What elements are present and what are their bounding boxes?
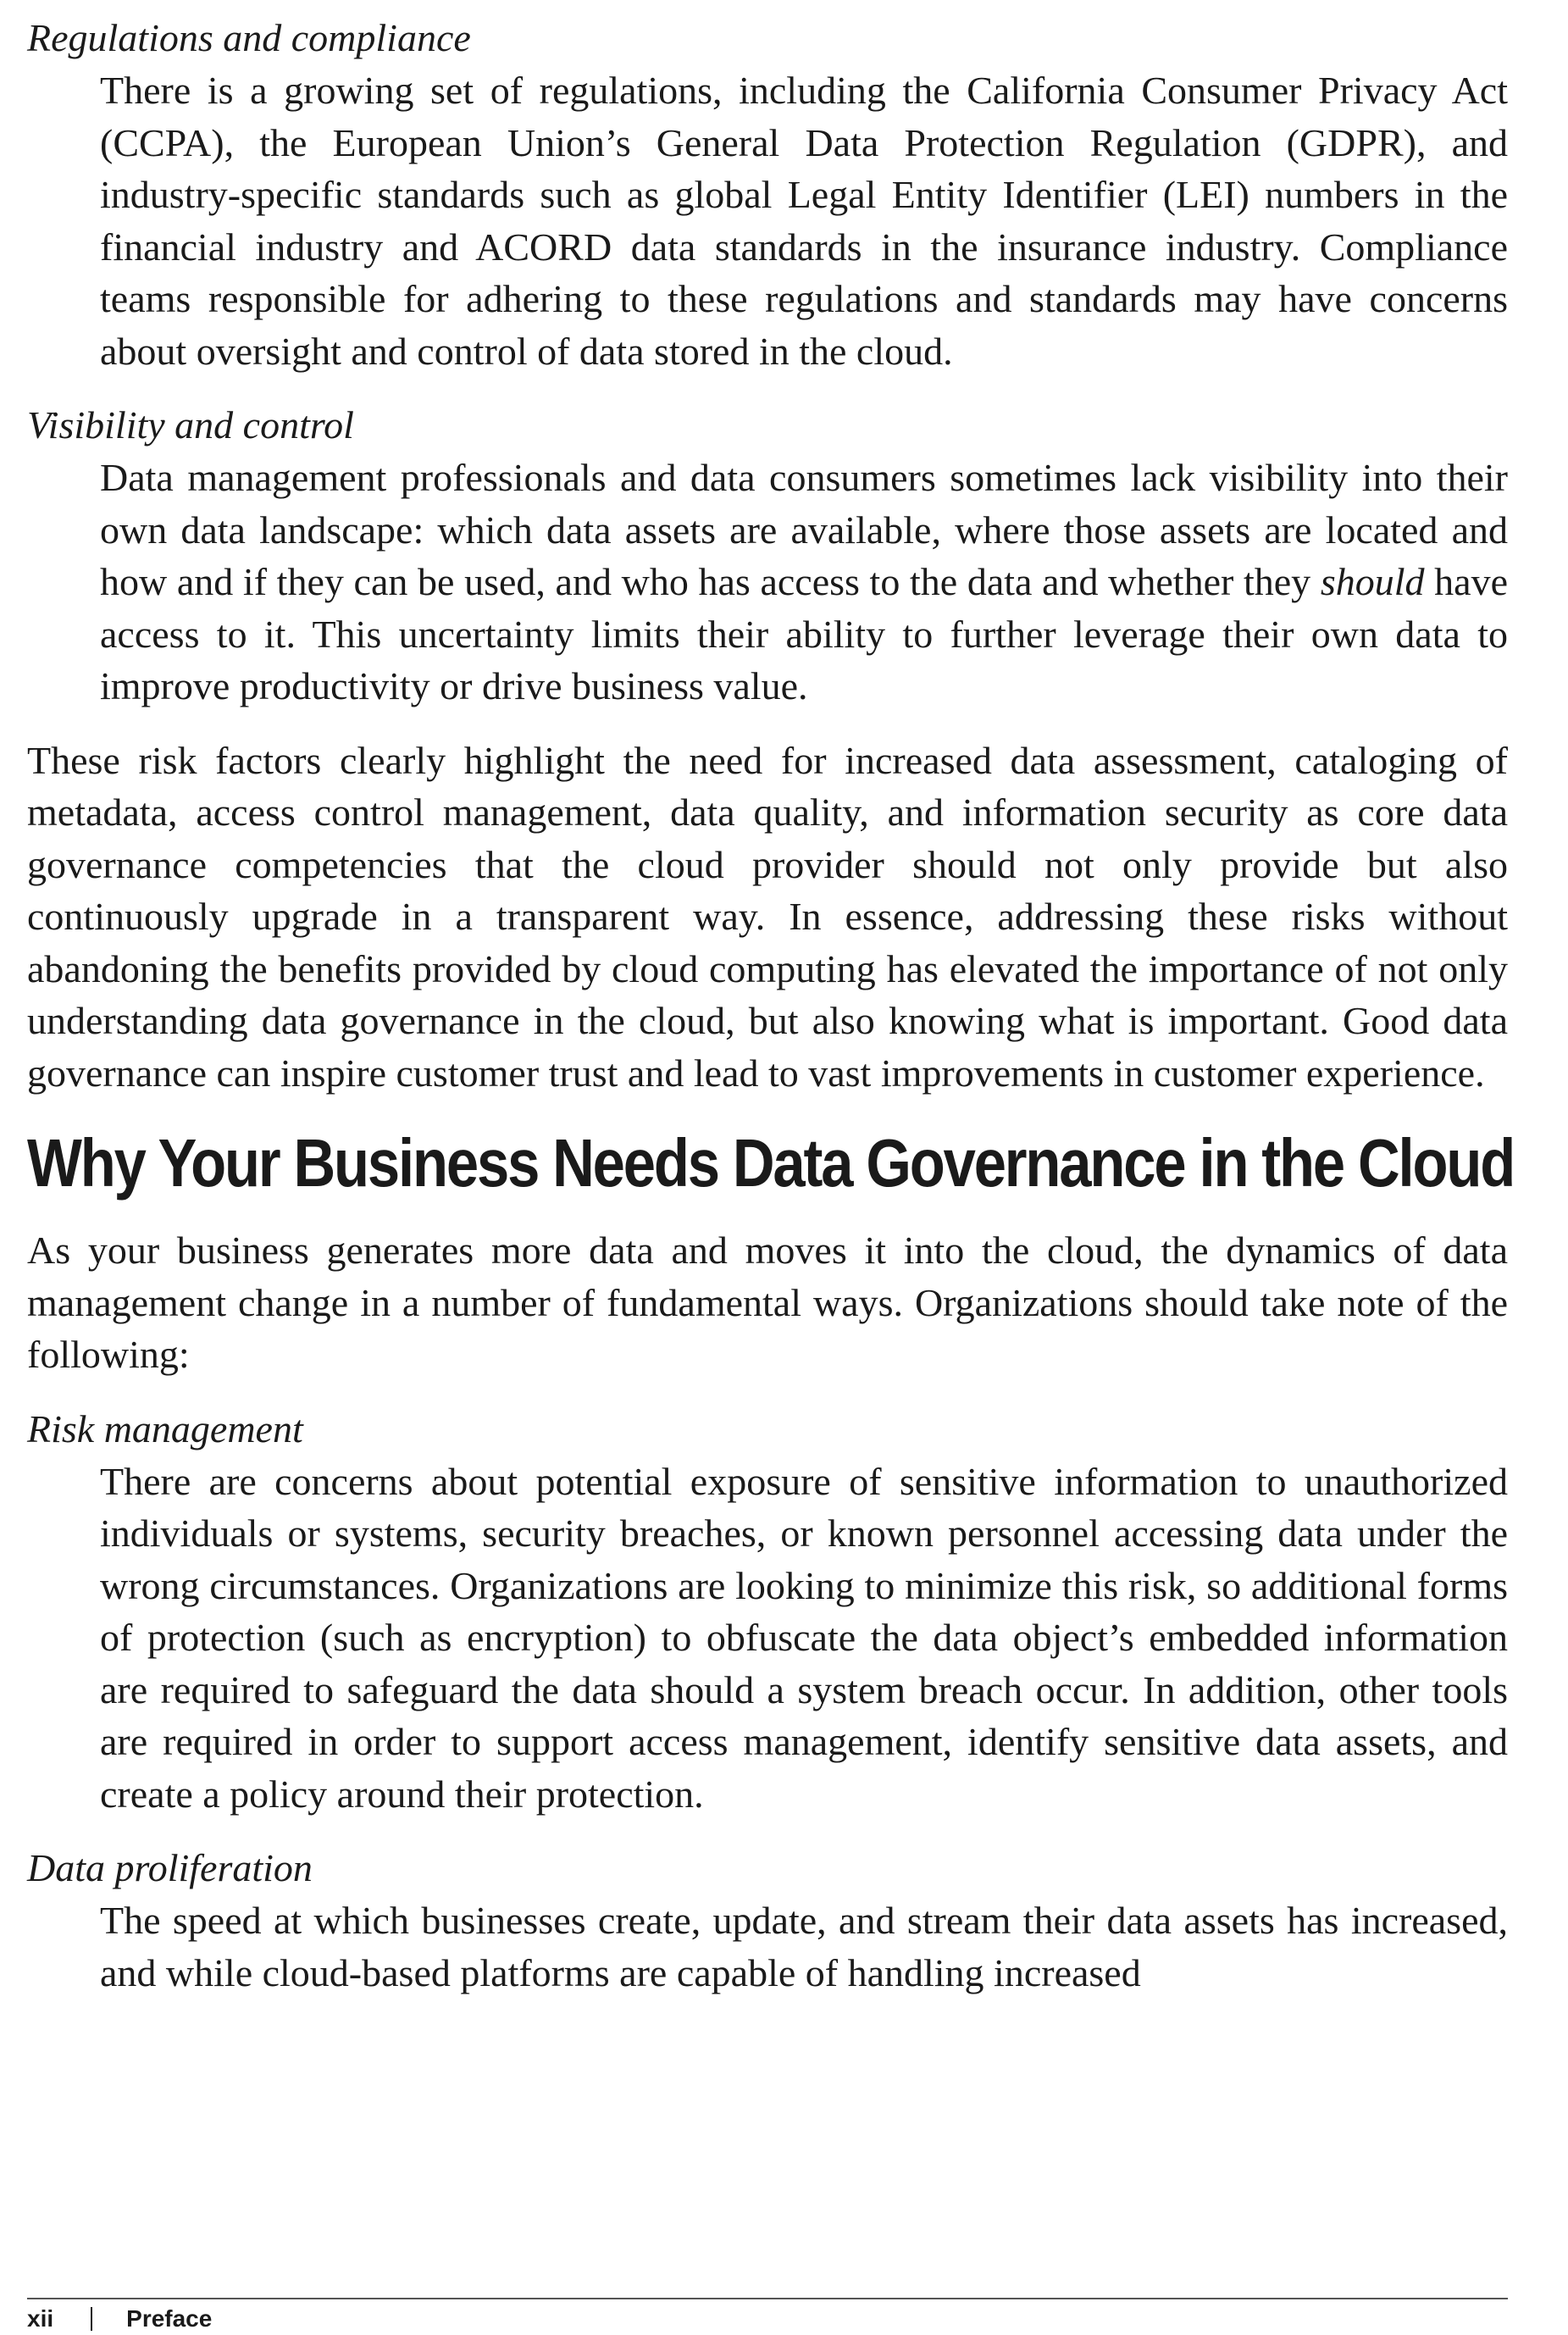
- definition-risk-management: There are concerns about potential exposure of sensitive information to unauthorized individuals or systems, security breaches, or known personnel accessing data under the wrong circumstances. Organizations are looking to minimize this risk, so additional forms of protection (such as encryption) to obfuscate the data object’s embedded information are required to safeguard the data should a system breach occur. In addition, other tools are required in order to support access management, identify sensitive data assets, and create a policy around their protection.: [100, 1459, 1508, 1816]
- page-number: xii: [27, 2305, 54, 2332]
- footer-section-name: Preface: [126, 2305, 213, 2332]
- risk-factors-paragraph: These risk factors clearly highlight the need for increased data assessment, cataloging of metadata, access control management, data quality, and information security as core data governance competencies that the cloud provider should not only provide but also continuously upgrade in a transparent way. In essence, addressing these risks without abandoning the benefits provided by cloud computing has elevated the importance of not only understanding data governance in the cloud, but also knowing what is important. Good data governance can inspire customer trust and lead to vast improvements in customer experience.: [27, 738, 1508, 1095]
- term-data-proliferation: Data proliferation: [27, 1846, 313, 1889]
- definition-visibility: [100, 452, 1508, 713]
- definition-regulations: There is a growing set of regulations, including the California Consumer Privacy Act (CCPA), the European Union’s General Data Protection Regulation (GDPR), and industry-specific standards such as global Legal Entity Identifier (LEI) numbers in the financial industry and ACORD data standards in the insurance industry. Compliance teams responsible for adhering to these regulations and standards may have concerns about oversight and control of data stored in the cloud.: [100, 69, 1508, 373]
- section-heading: Why Your Business Needs Data Governance in the Cloud: [27, 1125, 1515, 1201]
- intro-paragraph: As your business generates more data and moves it into the cloud, the dynamics of data management change in a number of fundamental ways. Organizations should take note of the following:: [27, 1229, 1508, 1376]
- definition-visibility-part1: Data management professionals and data consumers sometimes lack visibility into their own data landscape: which data assets are available, where those assets are located and how and if they can be used, and who has access to the data and whether they: [100, 456, 1508, 603]
- term-regulations: Regulations and compliance: [27, 16, 471, 59]
- footer-rule: [27, 2298, 1508, 2299]
- definition-visibility-part2: have access to it. This uncertainty limits their ability to further leverage their own data to improve productivity or drive business value.: [100, 560, 1508, 707]
- page-body: [27, 12, 1515, 1999]
- definition-visibility-emphasis: should: [1320, 560, 1425, 603]
- footer-separator: [91, 2307, 92, 2331]
- term-risk-management: Risk management: [27, 1406, 303, 1450]
- term-visibility: Visibility and control: [27, 403, 354, 446]
- definition-data-proliferation: The speed at which businesses create, update, and stream their data assets has increased, and while cloud-based platforms are capable of handling increased: [100, 1899, 1508, 1994]
- page-footer: [27, 2306, 212, 2332]
